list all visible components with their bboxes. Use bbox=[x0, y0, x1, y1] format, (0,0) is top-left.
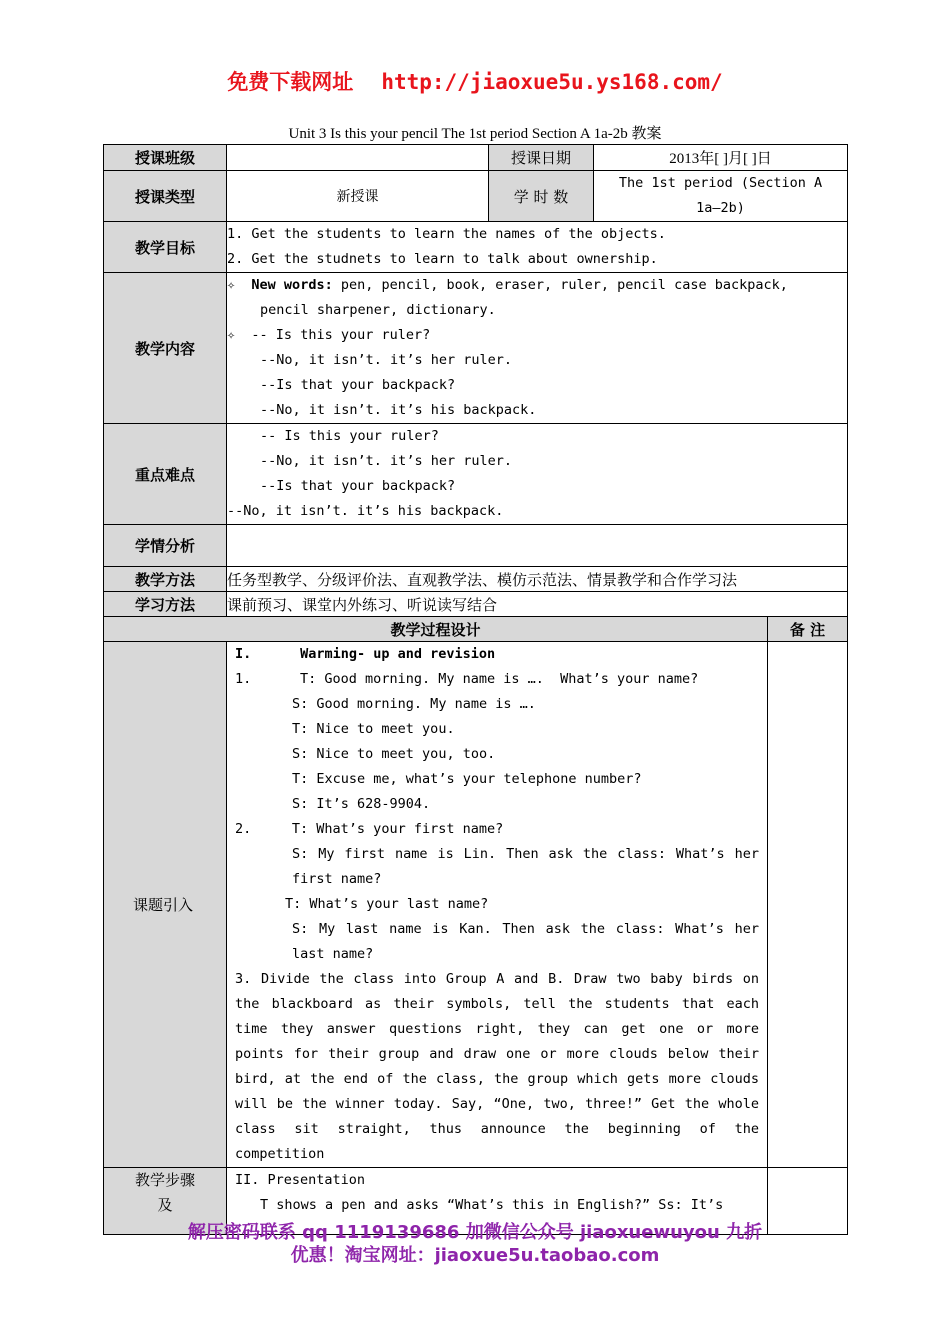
learning-method-label: 学习方法 bbox=[104, 592, 227, 617]
intro-line-9: T: What’s your last name? bbox=[285, 896, 489, 912]
intro-notes bbox=[768, 642, 848, 1168]
analysis-value bbox=[227, 525, 848, 567]
new-words-label: New words: bbox=[251, 277, 333, 293]
intro-body bbox=[227, 642, 768, 1168]
teaching-method-value: 任务型教学、分级评价法、直观教学法、模仿示范法、情景教学和合作学习法 bbox=[227, 567, 848, 592]
content-dialog-2: --No, it isn’t. it’s her ruler. bbox=[260, 352, 512, 368]
content-label: 教学内容 bbox=[104, 273, 227, 424]
intro-line-8: S: My first name is Lin. Then ask the class: What’s her first name? bbox=[292, 846, 760, 887]
analysis-label: 学情分析 bbox=[104, 525, 227, 567]
content-body bbox=[227, 273, 848, 424]
intro-label: 课题引入 bbox=[104, 642, 227, 1168]
document-title: Unit 3 Is this your pencil The 1st period Section A 1a-2b 教案 bbox=[288, 126, 662, 142]
key-line-1: -- Is this your ruler? bbox=[260, 428, 439, 444]
content-dialog-3: --Is that your backpack? bbox=[260, 377, 456, 393]
header-cn-text: 免费下载网址 bbox=[227, 70, 354, 94]
key-line-4: --No, it isn’t. it’s his backpack. bbox=[227, 503, 504, 519]
footer-line-1: 解压密码联系 qq 1119139686 加微信公众号 jiaoxuewuyou 九折 bbox=[187, 1222, 763, 1243]
steps-heading: II. Presentation bbox=[235, 1172, 366, 1188]
key-line-3: --Is that your backpack? bbox=[260, 478, 456, 494]
type-label: 授课类型 bbox=[104, 171, 227, 222]
bullet-icon: ✧ bbox=[227, 327, 236, 343]
header-download-banner bbox=[0, 66, 950, 96]
hours-value bbox=[594, 171, 848, 222]
intro-heading bbox=[235, 642, 759, 667]
goal-label: 教学目标 bbox=[104, 222, 227, 273]
dialog-line: -- Is this your ruler? bbox=[251, 327, 431, 343]
goal-content bbox=[227, 222, 848, 273]
hours-label: 学 时 数 bbox=[489, 171, 594, 222]
hours-value-line-1: The 1st period (Section A bbox=[618, 175, 823, 191]
content-dialog-1 bbox=[227, 323, 847, 348]
intro-line-4: S: Nice to meet you, too. bbox=[292, 746, 496, 762]
bullet-icon: ✧ bbox=[227, 277, 236, 293]
content-dialog-4: --No, it isn’t. it’s his backpack. bbox=[260, 402, 537, 418]
intro-line-11: 3. Divide the class into Group A and B. Draw two baby birds on the blackboard as their symbols, tell the students that each time they answer questions right, they can get one or more points for their group and draw one or more clouds below their bird, at the end of the class, the group which gets more clouds will be the winner today. Say, “One, two, three!” Get the whole class sit straight, thus announce the beginning of the competition bbox=[235, 971, 760, 1162]
intro-line-6: S: It’s 628-9904. bbox=[292, 796, 431, 812]
content-new-words bbox=[227, 273, 847, 298]
intro-line-2: S: Good morning. My name is …. bbox=[292, 696, 536, 712]
key-body bbox=[227, 424, 848, 525]
process-design-header: 教学过程设计 bbox=[104, 617, 768, 642]
steps-label-line-1: 教学步骤 bbox=[135, 1171, 196, 1189]
class-label: 授课班级 bbox=[104, 145, 227, 171]
date-label: 授课日期 bbox=[489, 145, 594, 171]
lesson-plan-table bbox=[103, 144, 848, 1235]
header-url-link[interactable]: http://jiaoxue5u.ys168.com/ bbox=[381, 70, 723, 94]
type-value: 新授课 bbox=[227, 171, 489, 222]
learning-method-value: 课前预习、课堂内外练习、听说读写结合 bbox=[227, 592, 848, 617]
steps-line-1: T shows a pen and asks “What’s this in English?” Ss: It’s bbox=[260, 1197, 724, 1213]
intro-heading-text: Warming- up and revision bbox=[300, 646, 496, 662]
intro-line-3: T: Nice to meet you. bbox=[292, 721, 455, 737]
footer-line-2: 优惠！淘宝网址：jiaoxue5u.taobao.com bbox=[290, 1245, 660, 1266]
key-label: 重点难点 bbox=[104, 424, 227, 525]
notes-header: 备 注 bbox=[768, 617, 848, 642]
content-new-words-cont: pencil sharpener, dictionary. bbox=[260, 302, 496, 318]
intro-line-7: 2. T: What’s your first name? bbox=[235, 821, 504, 837]
class-value bbox=[227, 145, 489, 171]
goal-item-2: 2. Get the studnets to learn to talk about ownership. bbox=[227, 251, 658, 267]
hours-value-line-2: 1a—2b) bbox=[696, 200, 745, 216]
intro-heading-num: I. bbox=[235, 646, 252, 662]
intro-line-10: S: My last name is Kan. Then ask the class: What’s her last name? bbox=[292, 921, 760, 962]
goal-item-1: 1. Get the students to learn the names of the objects. bbox=[227, 226, 666, 242]
steps-label-line-2: 及 bbox=[157, 1196, 173, 1214]
teaching-method-label: 教学方法 bbox=[104, 567, 227, 592]
new-words-list: pen, pencil, book, eraser, ruler, pencil case backpack, bbox=[332, 277, 788, 293]
date-value: 2013年[ ]月[ ]日 bbox=[594, 145, 848, 171]
key-line-2: --No, it isn’t. it’s her ruler. bbox=[260, 453, 512, 469]
intro-line-1: 1. T: Good morning. My name is …. What’s your name? bbox=[235, 671, 699, 687]
intro-line-5: T: Excuse me, what’s your telephone number? bbox=[292, 771, 642, 787]
